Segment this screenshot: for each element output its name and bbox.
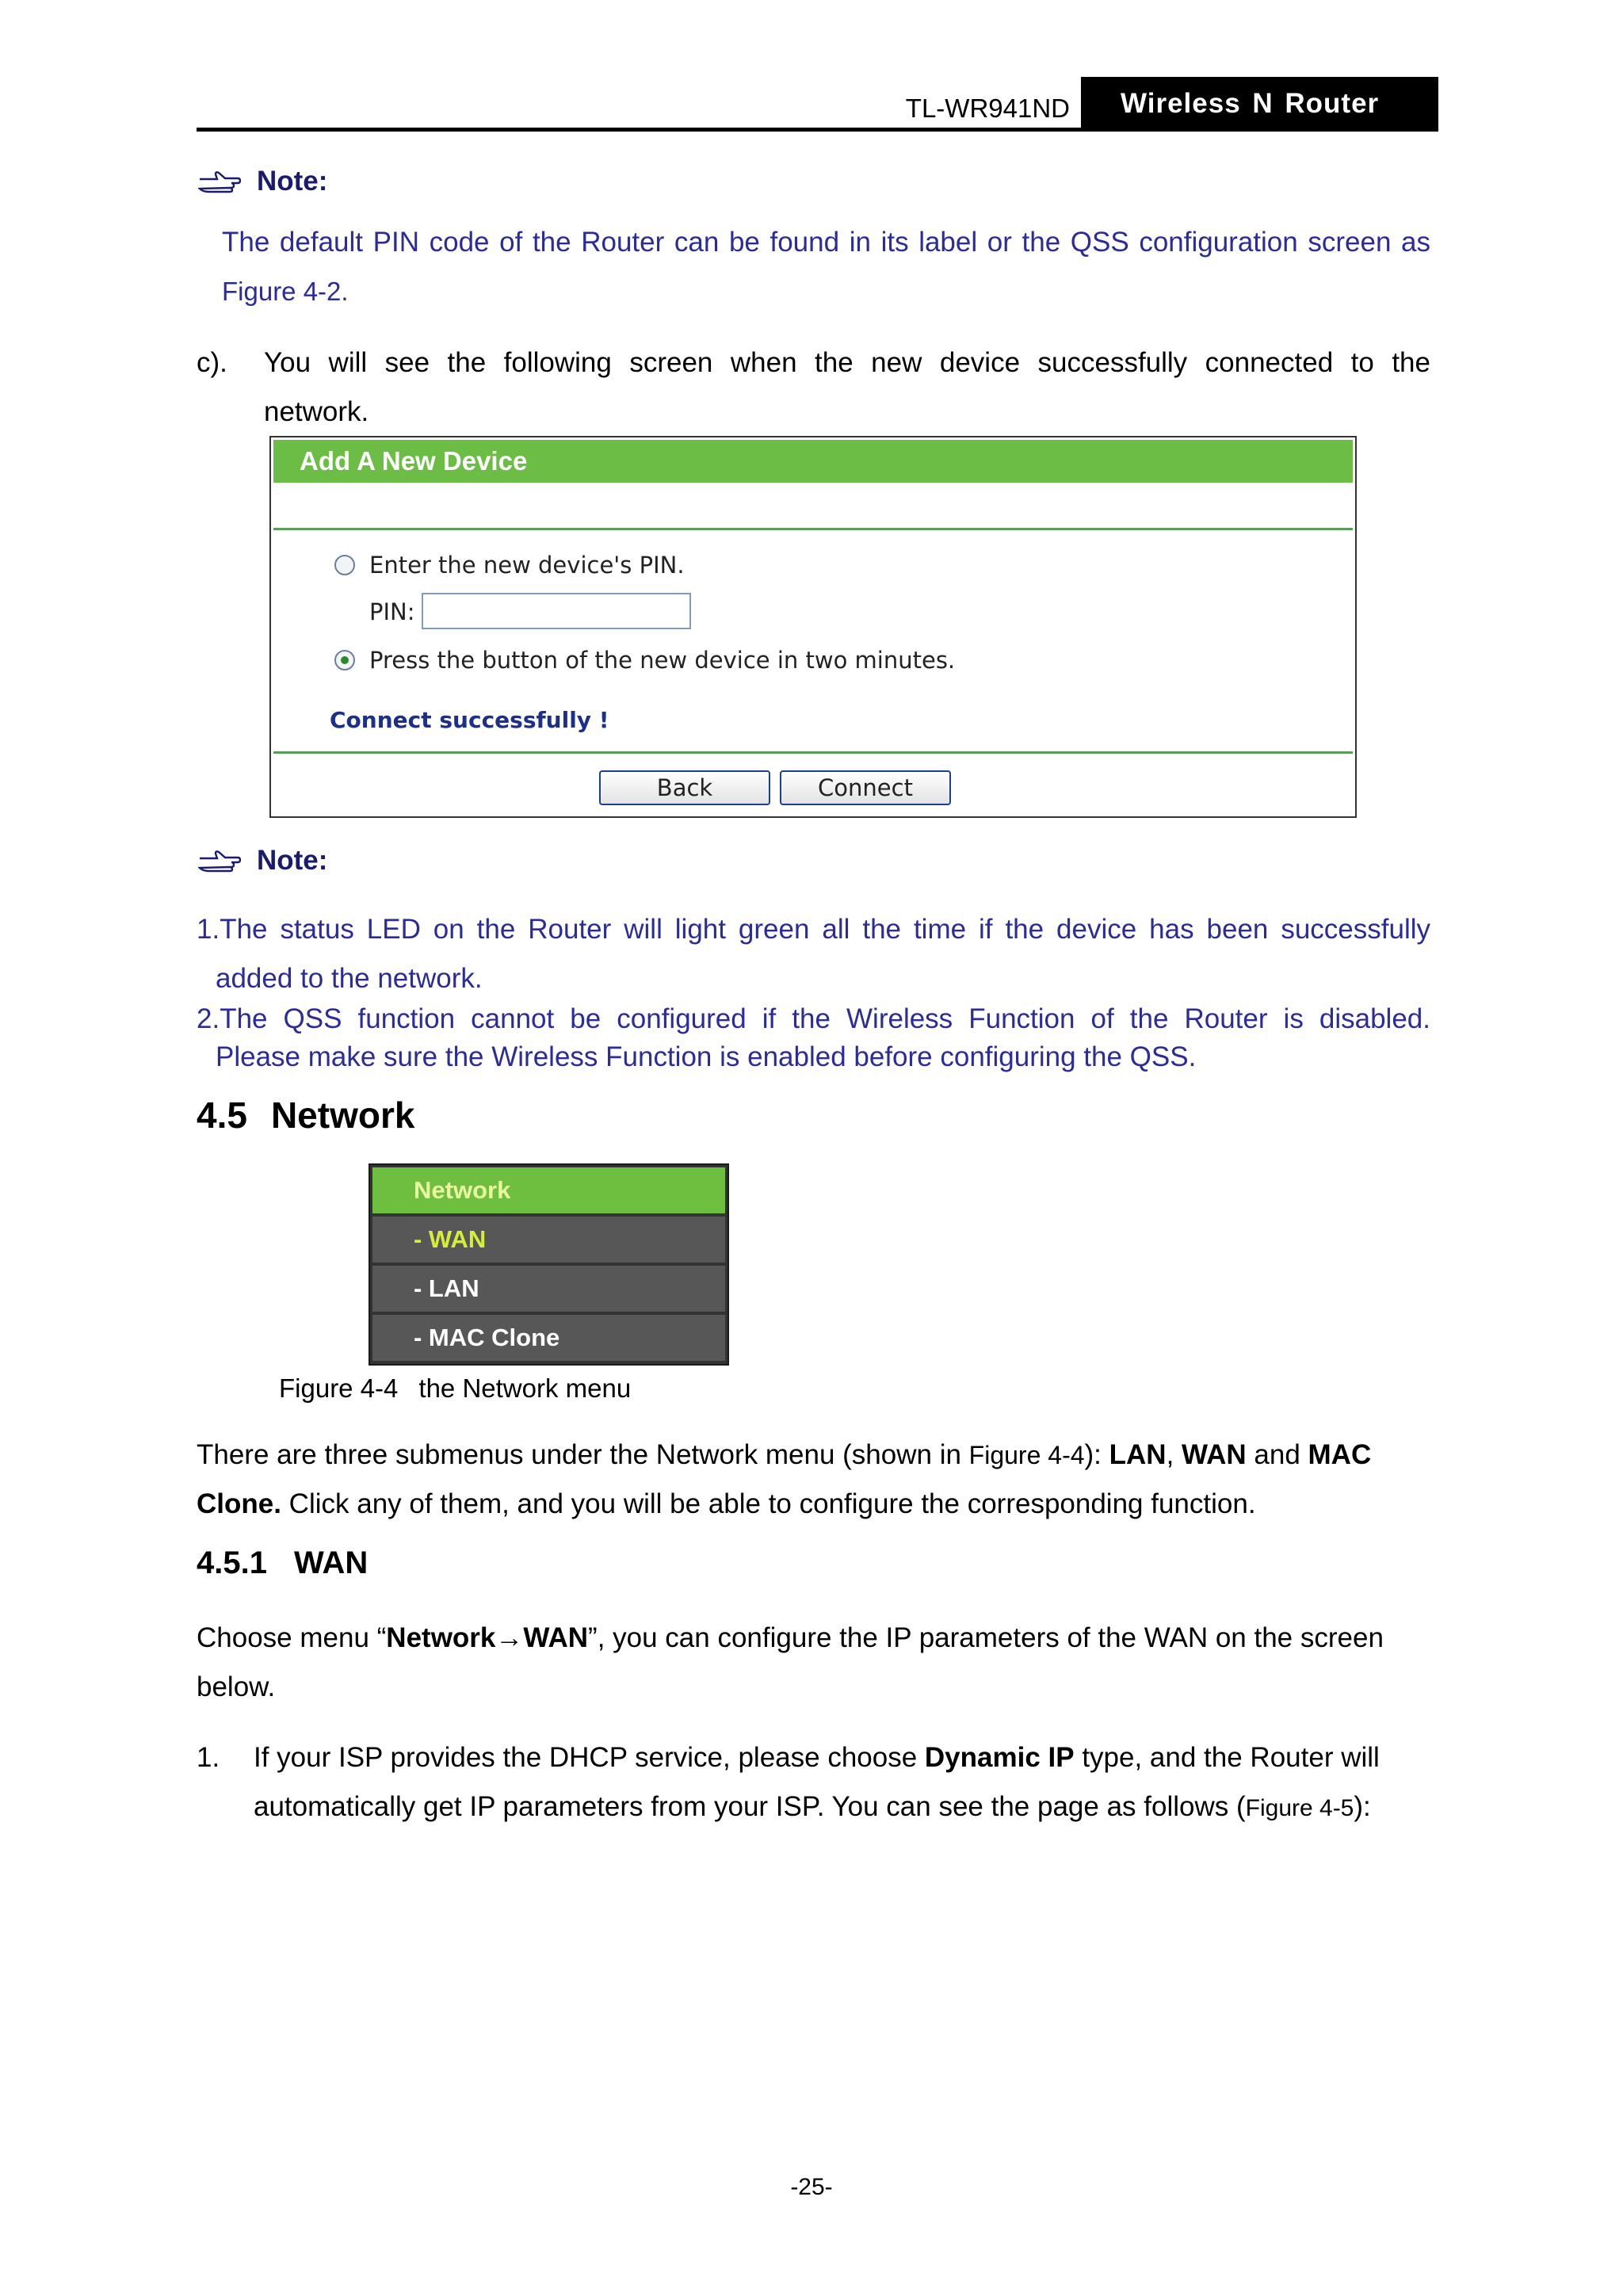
menu-item-lan[interactable]: - LAN xyxy=(372,1266,725,1312)
subsection-number: 4.5.1 xyxy=(197,1545,267,1580)
menu-item-network[interactable]: Network xyxy=(372,1167,725,1213)
para2-line2: below. xyxy=(197,1671,276,1702)
text-run: ”, you can configure the IP parameters of the WAN on the screen xyxy=(588,1622,1384,1653)
dialog-divider-top xyxy=(273,528,1353,530)
section-heading xyxy=(197,1094,414,1137)
section-number: 4.5 xyxy=(197,1095,247,1136)
pointing-hand-icon xyxy=(198,849,241,873)
header-model: TL-WR941ND xyxy=(905,94,1070,123)
text-run: , xyxy=(1166,1439,1182,1470)
text-run: type, and the Router will xyxy=(1074,1742,1380,1773)
text-run: and xyxy=(1246,1439,1308,1470)
text-run: Click any of them, and you will be able to configure the corresponding function. xyxy=(281,1488,1256,1519)
figure-ref: Figure 4-5 xyxy=(1245,1795,1354,1821)
item1-marker: 1. xyxy=(197,1742,220,1773)
note-heading xyxy=(198,843,327,878)
page-number: -25- xyxy=(790,2174,833,2200)
connect-status: Connect successfully ! xyxy=(330,707,609,733)
header-rule xyxy=(197,128,1438,132)
figure-caption xyxy=(279,1371,631,1406)
bold-lan: LAN xyxy=(1109,1439,1167,1470)
dialog-title: Add A New Device xyxy=(273,440,1353,483)
menu-item-wan[interactable]: - WAN xyxy=(372,1217,725,1263)
back-button[interactable]: Back xyxy=(599,770,770,805)
note2-item1-line1: 1.The status LED on the Router will light green all the time if the device has been successfully xyxy=(197,914,1430,945)
text-run: Choose menu “ xyxy=(197,1622,387,1653)
note2-item2-line2: Please make sure the Wireless Function is enabled before configuring the QSS. xyxy=(216,1041,1197,1072)
bold-menu-path: Network→WAN xyxy=(386,1622,589,1653)
button-option-radio[interactable] xyxy=(334,650,355,670)
add-device-dialog xyxy=(269,436,1357,818)
text-run: ): xyxy=(1084,1439,1109,1470)
bold-mac: MAC xyxy=(1308,1439,1372,1470)
step-c-line1: You will see the following screen when the new device successfully connected to the xyxy=(264,347,1430,378)
step-c-marker: c). xyxy=(197,347,227,378)
connect-button[interactable]: Connect xyxy=(780,770,951,805)
section-title: Network xyxy=(270,1095,415,1136)
pin-option-label: Enter the new device's PIN. xyxy=(369,552,685,579)
note1-line1: The default PIN code of the Router can be found in its label or the QSS configuration screen as xyxy=(222,227,1430,258)
header-product-banner: Wireless N Router xyxy=(1081,77,1438,131)
para2-line1 xyxy=(197,1614,1384,1663)
note1-line2: Figure 4-2. xyxy=(222,277,349,306)
note-label: Note: xyxy=(257,845,328,876)
figure-label: Figure 4-4 xyxy=(279,1373,399,1403)
pin-input[interactable] xyxy=(422,593,691,629)
note-label: Note: xyxy=(257,166,328,197)
item1-line1 xyxy=(254,1733,1380,1782)
note2-item2-line1: 2.The QSS function cannot be configured if the Wireless Function of the Router is disabled. xyxy=(197,1003,1430,1034)
network-menu xyxy=(369,1163,729,1366)
note2-item1-line2: added to the network. xyxy=(216,963,483,994)
text-run: There are three submenus under the Network menu (shown in xyxy=(197,1439,969,1470)
para1-line1 xyxy=(197,1431,1430,1480)
text-run: ): xyxy=(1354,1791,1371,1822)
dialog-divider-bottom xyxy=(273,751,1353,754)
pointing-hand-icon xyxy=(198,170,241,193)
step-c-line2: network. xyxy=(264,396,369,427)
text-run: automatically get IP parameters from your ISP. You can see the page as follows ( xyxy=(254,1791,1246,1822)
subsection-heading xyxy=(197,1545,368,1581)
bold-wan: WAN xyxy=(1182,1439,1247,1470)
menu-item-mac-clone[interactable]: - MAC Clone xyxy=(372,1315,725,1361)
note-heading xyxy=(198,164,327,199)
pin-label: PIN: xyxy=(369,598,415,625)
figure-text: the Network menu xyxy=(418,1373,632,1403)
bold-dynamic-ip: Dynamic IP xyxy=(924,1742,1075,1773)
figure-ref: Figure 4-4 xyxy=(968,1441,1085,1469)
pin-option-radio[interactable] xyxy=(334,555,355,575)
text-run: If your ISP provides the DHCP service, please choose xyxy=(254,1742,925,1773)
para1-line2 xyxy=(197,1480,1256,1529)
button-option-label: Press the button of the new device in two minutes. xyxy=(369,647,956,674)
item1-line2 xyxy=(254,1782,1371,1833)
subsection-title: WAN xyxy=(293,1545,369,1580)
bold-clone: Clone. xyxy=(197,1488,281,1519)
